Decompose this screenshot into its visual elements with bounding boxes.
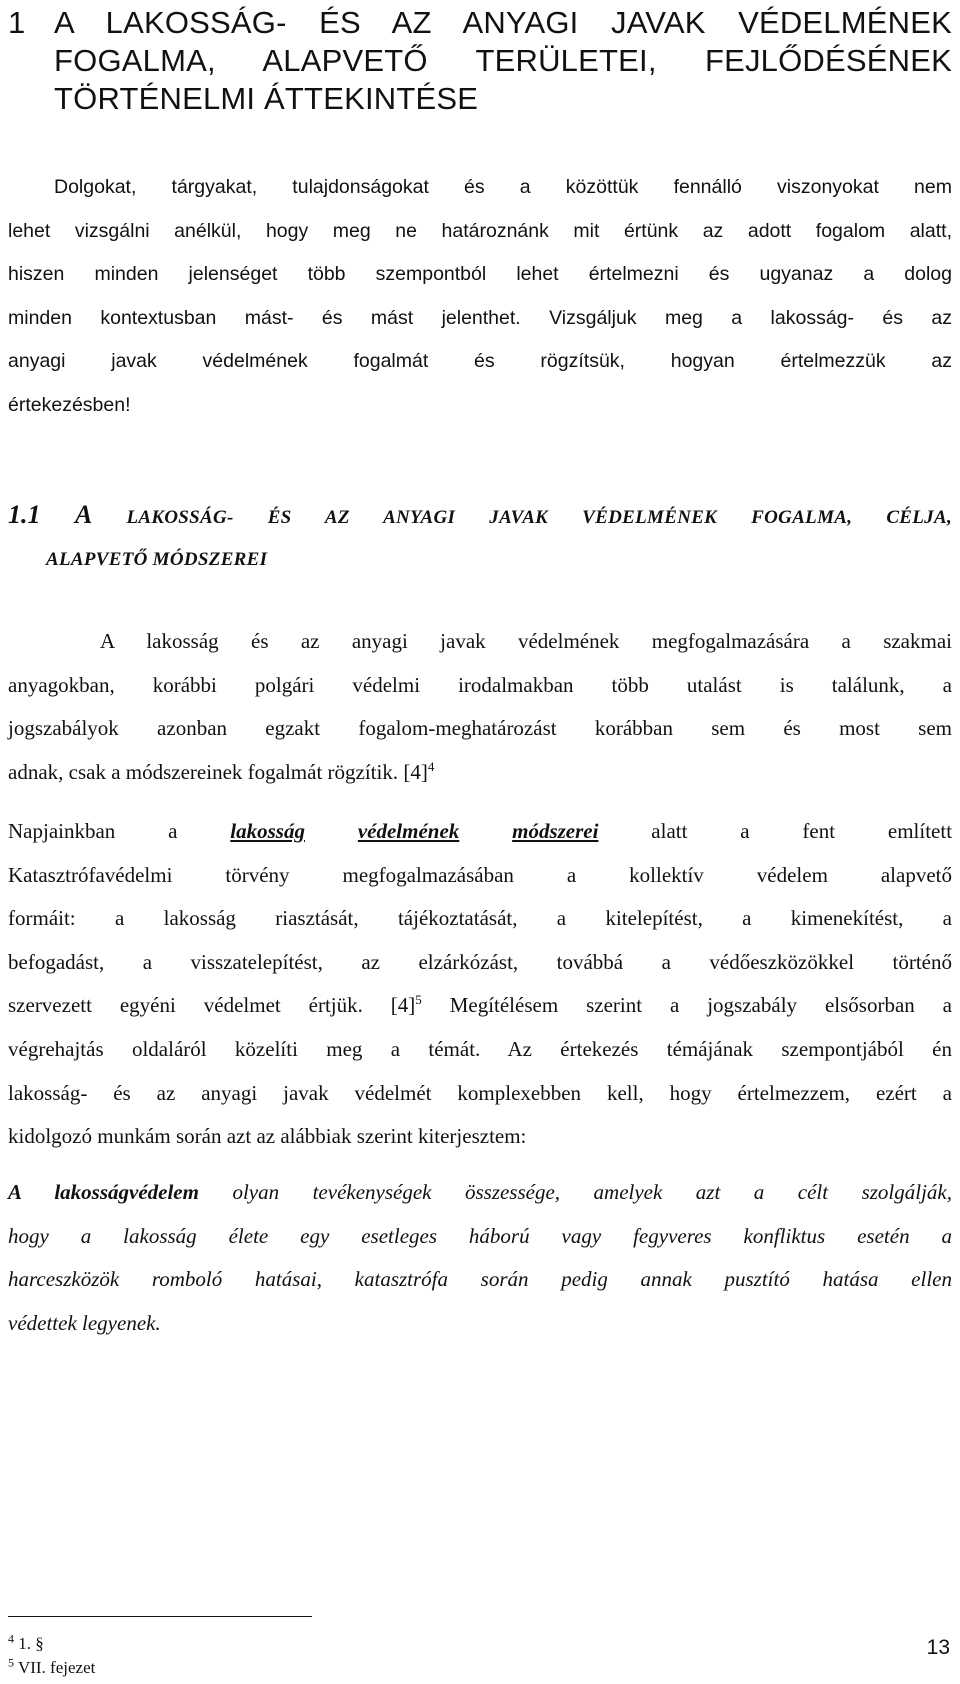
intro-line: értekezésben! [8, 393, 131, 416]
definition-line: védettek legyenek. [8, 1310, 161, 1335]
definition-line: harceszközök romboló hatásai, katasztrófa során pedig annak pusztító hatása ellen [8, 1267, 952, 1292]
footnote-ref: 5 [415, 992, 422, 1008]
footnote-divider [8, 1616, 312, 1617]
paragraph-line: Napjainkban a lakosság védelmének módszerei alatt a fent említett [8, 819, 953, 843]
footnote-4 [8, 1632, 44, 1656]
paragraph-line: jogszabályok azonban egzakt fogalom-meghatározást korábban sem és most sem [8, 716, 952, 741]
paragraph-line: végrehajtás oldaláról közelíti meg a témát. Az értekezés témájának szempontjából én [8, 1036, 952, 1061]
footnote-5 [8, 1656, 95, 1680]
chapter-heading-line-2: FOGALMA, ALAPVETŐ TERÜLETEI, FEJLŐDÉSÉNEK [54, 43, 952, 78]
intro-paragraph [8, 166, 952, 428]
paragraph-line: kidolgozó munkám során azt az alábbiak szerint kiterjesztem: [8, 1124, 527, 1149]
footnote-number: 5 [8, 1655, 14, 1670]
footnote-number: 4 [8, 1631, 14, 1646]
chapter-heading-line-1: 1 A LAKOSSÁG- ÉS AZ ANYAGI JAVAK VÉDELMÉNEK [8, 5, 952, 40]
definition-line: hogy a lakosság élete egy esetleges háború vagy fegyveres konfliktus esetén a [8, 1223, 952, 1248]
definition-paragraph [8, 1171, 952, 1345]
footnote-ref: 4 [427, 758, 435, 774]
section-heading-line-2: ALAPVETŐ MÓDSZEREI [46, 549, 268, 570]
intro-line: anyagi javak védelmének fogalmát és rögzítsük, hogyan értelmezzük az [8, 350, 952, 373]
section-heading-line-1: 1.1 A LAKOSSÁG- ÉS AZ ANYAGI JAVAK VÉDELMÉNEK FOGALMA, CÉLJA, [8, 500, 953, 529]
footnote-text: VII. fejezet [17, 1658, 96, 1677]
paragraph-line: lakosság- és az anyagi javak védelmét komplexebben kell, hogy értelmezzem, ezért a [8, 1080, 952, 1105]
intro-line: lehet vizsgálni anélkül, hogy meg ne határoznánk mit értünk az adott fogalom alatt, [8, 219, 952, 242]
paragraph-line: szervezett egyéni védelmet értjük. $[4]^5$ Megítélésem szerint a jogszabály elsősorban a [8, 992, 952, 1018]
intro-line: minden kontextusban mást- és mást jelenthet. Vizsgáljuk meg a lakosság- és az [8, 306, 952, 329]
definition-line: A lakosságvédelem olyan tevékenységek összessége, amelyek azt a célt szolgálják, [8, 1180, 952, 1204]
paragraph-1 [8, 620, 952, 794]
paragraph-line: Katasztrófavédelmi törvény megfogalmazásában a kollektív védelem alapvető [8, 862, 952, 887]
page-number: 13 [926, 1636, 950, 1659]
chapter-heading [8, 4, 952, 118]
paragraph-line: befogadást, a visszatelepítést, az elzárkózást, továbbá a védőeszközökkel történő [8, 949, 952, 974]
paragraph-line: A lakosság és az anyagi javak védelmének megfogalmazására a szakmai [100, 629, 952, 653]
paragraph-2 [8, 810, 952, 1159]
chapter-number: 1 [8, 5, 26, 40]
paragraph-line: formáit: a lakosság riasztását, tájékoztatását, a kitelepítést, a kimenekítést, a [8, 906, 952, 931]
paragraph-line: adnak, csak a módszereinek fogalmát rögzítik. $[4]^4$ [8, 758, 435, 784]
section-number: 1.1 [8, 500, 41, 529]
section-heading [8, 494, 952, 581]
definition-term: A lakosságvédelem [8, 1180, 199, 1204]
chapter-heading-line-3: TÖRTÉNELMI ÁTTEKINTÉSE [54, 81, 479, 116]
intro-line: hiszen minden jelenséget több szempontból lehet értelmezni és ugyanaz a dolog [8, 263, 952, 286]
footnote-text: 1. § [18, 1634, 44, 1653]
paragraph-line: anyagokban, korábbi polgári védelmi irodalmakban több utalást is találunk, a [8, 672, 952, 697]
intro-line: Dolgokat, tárgyakat, tulajdonságokat és a közöttük fennálló viszonyokat nem [54, 176, 952, 198]
